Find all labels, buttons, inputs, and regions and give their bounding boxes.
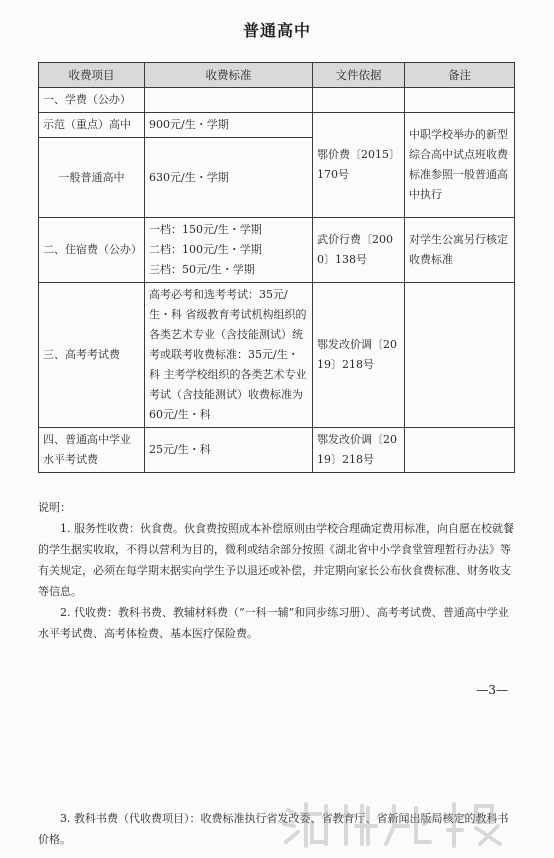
col-header-item: 收费项目 [39,63,145,88]
note-item-3: 3. 教科书费（代收费项目）：收费标准执行省发改委、省教育厅、省新闻出版局核定的教科书价格。 [38,812,509,846]
row-demo-standard: 900元/生・学期 [145,113,313,138]
note-item-1: 1. 服务性收费：伙食费。伙食费按照成本补偿原则由学校合理确定费用标准，向自愿在校就餐的学生据实收取，不得以营利为目的，微利或结余部分按照《湖北省中小学食堂管理暂行办法》等有关规定，必须在每学期末据实向学生予以退还或补偿，并定期向家长公布伙食费标准、财务收支等信息。 [38,522,514,598]
table-row [39,113,515,138]
row-exam-standard: 高考必考和选考考试：35元/生・科 省级教育考试机构组织的各类艺术专业（含技能测试）统考或联考收费标准：35元/生・科 主考学校组织的各类艺术专业考试（含技能测试）收费标准为60元/生・科 [145,283,313,428]
col-header-note: 备注 [405,63,515,88]
notes-section [38,497,516,644]
row-dorm-basis: 武价行费〔2000〕138号 [313,218,405,283]
table-row [39,88,515,113]
row-demo-item: 示范（重点）高中 [39,113,145,138]
page-title: 普通高中 [242,21,311,40]
row-general-item: 一般普通高中 [39,138,145,218]
col-header-basis: 文件依据 [313,63,405,88]
table-row [39,283,515,428]
tuition-note: 中职学校举办的新型综合高中试点班收费标准参照一般普通高中执行 [405,113,515,218]
dorm-tier-2: 二档：100元/生・学期 [149,243,262,256]
table-row [39,218,515,283]
row-exam-basis: 鄂发改价调〔2019〕218号 [313,283,405,428]
row-dorm-standard [145,218,313,283]
row-level-standard: 25元/生・科 [145,428,313,473]
newspaper-watermark-logo [276,796,516,852]
dorm-tier-1: 一档：150元/生・学期 [149,223,262,236]
row-dorm-note: 对学生公寓另行核定收费标准 [405,218,515,283]
dorm-tier-3: 三档：50元/生・学期 [149,263,255,276]
fee-table [38,62,515,473]
table-row [39,428,515,473]
row-level-basis: 鄂发改价调〔2019〕218号 [313,428,405,473]
section-tuition-label: 一、学费（公办） [39,88,145,113]
row-level-item: 四、普通高中学业水平考试费 [39,428,145,473]
table-header-row [39,63,515,88]
row-general-standard: 630元/生・学期 [145,138,313,218]
col-header-standard: 收费标准 [145,63,313,88]
notes-heading: 说明： [38,501,71,514]
tuition-basis: 鄂价费〔2015〕170号 [313,113,405,218]
row-exam-item: 三、高考考试费 [39,283,145,428]
row-dorm-item: 二、住宿费（公办） [39,218,145,283]
page-number: —3— [476,683,508,697]
note-item-2: 2. 代收费：教科书费、教辅材料费（“一科一辅”和同步练习册）、高考考试费、普通高中学业水平考试费、高考体检费、基本医疗保险费。 [38,606,509,640]
